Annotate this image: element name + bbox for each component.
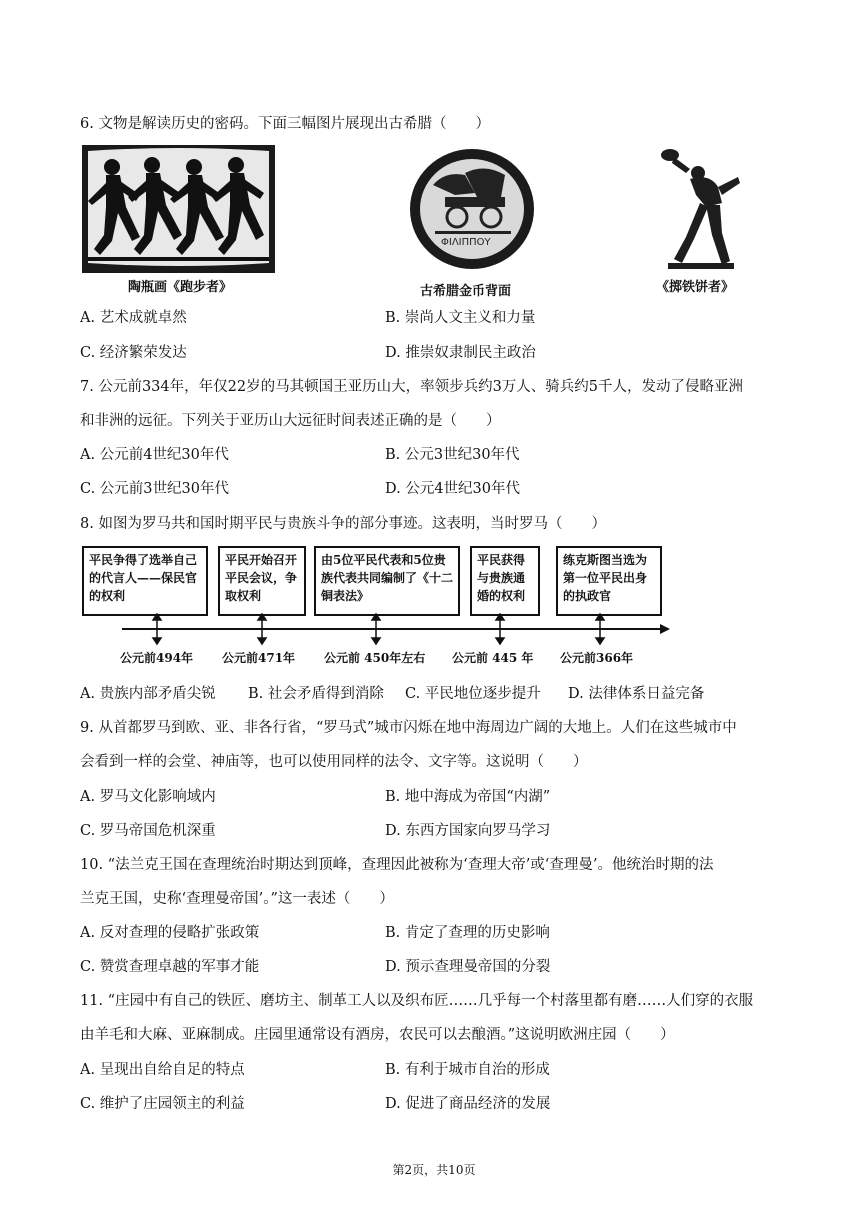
q10-stem-line2: 兰克王国，史称‘查理曼帝国’。”这一表述（ ） — [80, 891, 394, 907]
timeline-event-2: 平民开始召开平民会议，争取权利 — [218, 546, 306, 616]
timeline-axis — [0, 610, 868, 650]
timeline-date-4: 公元前 445 年 — [452, 651, 534, 665]
timeline-arrow-icon — [660, 624, 670, 634]
q6-stem: 6. 文物是解读历史的密码。下面三幅图片展现出古希腊（ ） — [80, 116, 490, 132]
discobolus-image — [660, 143, 742, 273]
q10-option-a[interactable]: A. 反对查理的侵略扩张政策 — [80, 925, 260, 941]
q11-option-b[interactable]: B. 有利于城市自治的形成 — [385, 1062, 550, 1078]
coin-image — [405, 145, 540, 273]
vase-painting-runners-icon — [82, 145, 275, 273]
greek-gold-coin-back-icon — [405, 145, 540, 273]
q9-stem-line2: 会看到一样的会堂、神庙等，也可以使用同样的法令、文字等。这说明（ ） — [80, 754, 588, 770]
timeline-event-5: 练克斯图当选为第一位平民出身的执政官 — [556, 546, 662, 616]
q10-option-c[interactable]: C. 赞赏查理卓越的军事才能 — [80, 959, 260, 975]
q7-option-c[interactable]: C. 公元前3世纪30年代 — [80, 481, 229, 497]
timeline-event-1: 平民争得了选举自己的代言人——保民官的权利 — [82, 546, 208, 616]
q10-option-d[interactable]: D. 预示查理曼帝国的分裂 — [385, 959, 551, 975]
timeline-date-1: 公元前494年 — [120, 651, 194, 665]
page-footer: 第2页，共10页 — [392, 1163, 476, 1177]
q7-stem-line1: 7. 公元前334年，年仅22岁的马其顿国王亚历山大，率领步兵约3万人、骑兵约5千人，发动了侵略亚洲 — [80, 379, 744, 395]
timeline-date-2: 公元前471年 — [222, 651, 296, 665]
q9-option-d[interactable]: D. 东西方国家向罗马学习 — [385, 823, 551, 839]
q11-option-c[interactable]: C. 维护了庄园领主的利益 — [80, 1096, 245, 1112]
q9-option-a[interactable]: A. 罗马文化影响域内 — [80, 789, 216, 805]
q10-option-b[interactable]: B. 肯定了查理的历史影响 — [385, 925, 550, 941]
svg-text:ΦΙΛΙΠΠΟΥ: ΦΙΛΙΠΠΟΥ — [441, 237, 491, 248]
q7-stem-line2: 和非洲的远征。下列关于亚历山大远征时间表述正确的是（ ） — [80, 413, 501, 429]
q7-option-d[interactable]: D. 公元4世纪30年代 — [385, 481, 521, 497]
q6-option-c[interactable]: C. 经济繁荣发达 — [80, 345, 187, 361]
q8-stem: 8. 如图为罗马共和国时期平民与贵族斗争的部分事迹。这表明，当时罗马（ ） — [80, 516, 606, 532]
q11-stem-line2: 由羊毛和大麻、亚麻制成。庄园里通常设有酒房，农民可以去酿酒。”这说明欧洲庄园（ ） — [80, 1027, 675, 1043]
q6-option-d[interactable]: D. 推崇奴隶制民主政治 — [385, 345, 536, 361]
q11-stem-line1: 11. “庄园中有自己的铁匠、磨坊主、制革工人以及织布匠……几乎每一个村落里都有磨……人们穿的衣服 — [80, 993, 754, 1009]
q8-option-b[interactable]: B. 社会矛盾得到消除 — [248, 686, 384, 702]
q8-option-d[interactable]: D. 法律体系日益完备 — [568, 686, 705, 702]
discobolus-caption: 《掷铁饼者》 — [656, 280, 735, 295]
q7-option-b[interactable]: B. 公元3世纪30年代 — [385, 447, 520, 463]
q8-option-a[interactable]: A. 贵族内部矛盾尖锐 — [80, 686, 216, 702]
vase-caption: 陶瓶画《跑步者》 — [128, 280, 233, 295]
q9-option-b[interactable]: B. 地中海成为帝国“内湖” — [385, 789, 551, 805]
discobolus-statue-icon — [660, 143, 742, 273]
q8-option-c[interactable]: C. 平民地位逐步提升 — [405, 686, 541, 702]
q10-stem-line1: 10. “法兰克王国在查理统治时期达到顶峰，查理因此被称为‘查理大帝’或‘查理曼’。他统治时期的法 — [80, 857, 714, 873]
timeline-event-4: 平民获得与贵族通婚的权利 — [470, 546, 540, 616]
q6-option-b[interactable]: B. 崇尚人文主义和力量 — [385, 310, 536, 326]
q9-stem-line1: 9. 从首都罗马到欧、亚、非各行省，“罗马式”城市闪烁在地中海周边广阔的大地上。人们在这些城市中 — [80, 720, 737, 736]
q7-option-a[interactable]: A. 公元前4世纪30年代 — [80, 447, 229, 463]
vase-painting-image — [82, 145, 275, 273]
timeline-date-3: 公元前 450年左右 — [324, 651, 426, 665]
q9-option-c[interactable]: C. 罗马帝国危机深重 — [80, 823, 216, 839]
coin-caption: 古希腊金币背面 — [420, 284, 512, 299]
timeline-event-3: 由5位平民代表和5位贵族代表共同编制了《十二铜表法》 — [314, 546, 460, 616]
q6-option-a[interactable]: A. 艺术成就卓然 — [80, 310, 187, 326]
timeline-date-5: 公元前366年 — [560, 651, 634, 665]
q11-option-a[interactable]: A. 呈现出自给自足的特点 — [80, 1062, 245, 1078]
q11-option-d[interactable]: D. 促进了商品经济的发展 — [385, 1096, 551, 1112]
